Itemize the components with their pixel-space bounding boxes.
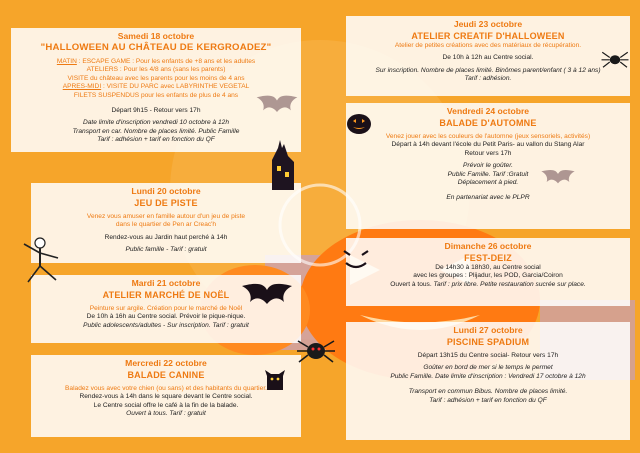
event-title: JEU DE PISTE [134,198,198,208]
event-title: FEST-DEIZ [464,253,512,263]
event-line: dans le quartier de Pen ar Creac'h [115,221,217,229]
event-info: Transport en commun Bibus. Nombre de places limité. [408,388,568,396]
event-day: Mercredi 22 octobre [125,358,207,368]
event-line: De 10h à 16h au Centre social. Prévoir le pique-nique. [86,313,246,321]
event-info: Public Famille. Date limite d'inscription : Vendredi 17 octobre à 12h [390,372,586,380]
event-card-mercredi-22 [31,355,301,437]
spider-icon [296,335,336,365]
event-line: Rendez-vous à 14h dans le square devant le Centre social. [79,393,253,401]
event-info: Public Famille. Tarif :Gratuit [447,170,529,178]
haunted-house-icon [268,138,298,190]
event-info: En partenariat avec le PLPR [446,194,530,202]
event-card-lundi-20 [31,183,301,263]
event-info: Transport en car. Nombre de places limité. Public Famille [72,127,240,135]
event-title: PISCINE SPADIUM [446,337,530,347]
event-day: Lundi 20 octobre [131,186,201,196]
event-departure: Départ 9h15 - Retour vers 17h [111,107,201,115]
event-line: MATIN : ESCAPE GAME : Pour les enfants de +8 ans et les adultes [56,58,256,65]
pumpkin-icon [346,110,372,134]
event-info: Tarif : adhésion + tarif en fonction du QF [429,396,547,404]
event-info: Public famille - Tarif : gratuit [125,246,207,254]
event-line: Départ à 14h devant l'école du Petit Paris- au vallon du Stang Alar [391,141,585,149]
event-card-vendredi-24 [346,103,630,229]
event-card-dimanche-26 [346,238,630,306]
bat-icon [540,166,576,186]
event-line: Peinture sur argile. Création pour le marché de Noël [89,305,243,312]
event-info: Public adolescents/adultes - Sur inscription. Tarif : gratuit [83,321,249,329]
event-line: avec les groupes : Plijadur, les POD, Garcia/Coiron [413,272,563,280]
event-line: Venez jouer avec les couleurs de l'automne (jeux sensoriels, activités) [385,133,591,140]
event-line: Atelier de petites créations avec des matériaux de récupération. [394,42,582,49]
event-info: Ouvert à tous. Tarif : gratuit [126,410,206,418]
skeleton-icon [18,236,62,284]
bat-icon [240,280,294,306]
event-line: Baladez vous avec votre chien (ou sans) et des habitants du quartier. [65,385,267,392]
event-line: FILETS SUSPENDUS pour les enfants de plus de 4 ans [73,91,239,99]
event-title: BALADE D'AUTOMNE [439,118,537,128]
event-info: Tarif : adhésion + tarif en fonction du QF [97,136,215,144]
event-day: Lundi 27 octobre [453,325,523,335]
event-line: Venez vous amuser en famille autour d'un jeu de piste [86,213,246,220]
event-day: Vendredi 24 octobre [446,106,530,116]
event-line: Le Centre social offre le café à la fin de la balade. [93,401,239,409]
ghost-icon [340,245,372,273]
event-card-jeudi-23 [346,16,630,96]
event-line: ATELIERS : Pour les 4/8 ans (sans les parents) [86,66,226,74]
event-info: Tarif : adhésion. [464,75,512,83]
event-line: VISITE du château avec les parents pour les moins de 4 ans [67,74,245,82]
event-info: Date limite d'inscription vendredi 10 octobre à 12h [82,119,230,127]
event-day: Samedi 18 octobre [117,31,195,41]
event-line: Départ 13h15 du Centre social- Retour vers 17h [417,352,559,359]
event-day: Mardi 21 octobre [131,278,201,288]
bat-icon [255,92,299,114]
event-card-samedi-18 [11,28,301,152]
cat-icon [263,368,287,390]
spider-icon [600,45,630,73]
event-line: De 14h30 à 18h30, au Centre social [435,264,541,271]
event-line: Retour vers 17h [464,149,512,157]
event-card-lundi-27 [346,322,630,440]
event-line: De 10h à 12h au Centre social. [442,54,534,62]
event-line: APRES-MIDI : VISITE DU PARC avec LABYRINTHE VEGETAL [62,83,250,91]
event-line: Ouvert à tous. Tarif : prix libre. Petite restauration sucrée sur place. [390,280,586,288]
event-title: ATELIER MARCHÉ DE NOËL [102,290,230,300]
event-title: ATELIER CREATIF D'HALLOWEEN [411,31,565,41]
event-info: Sur inscription. Nombre de places limité. Binômes parent/enfant ( 3 à 12 ans) [375,66,601,74]
event-info: Prévoir le goûter. [463,162,513,170]
event-info: Déplacement à pied. [457,179,519,187]
event-title: "HALLOWEEN AU CHÂTEAU DE KERGROADEZ" [40,42,272,53]
event-line: Rendez-vous au Jardin haut perché à 14h [104,233,228,241]
event-day: Jeudi 23 octobre [453,19,523,29]
event-day: Dimanche 26 octobre [444,241,532,251]
event-info: Goûter en bord de mer si le temps le permet [423,364,553,372]
event-title: BALADE CANINE [127,370,205,380]
